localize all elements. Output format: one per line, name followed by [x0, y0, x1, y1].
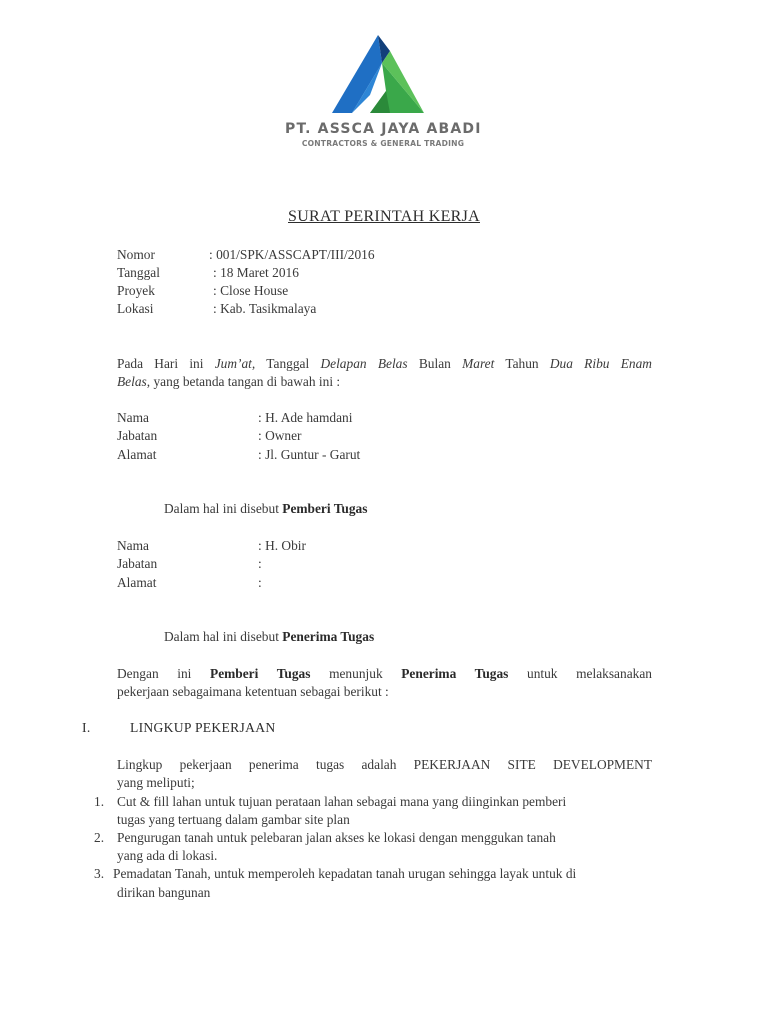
scope-item-3-line-1: Pemadatan Tanah, untuk memperoleh kepadatan tanah urugan sehingga layak untuk di [113, 866, 577, 881]
party1-label-alamat: Alamat [117, 447, 157, 462]
assignment-line-2: pekerjaan sebagaimana ketentuan sebagai berikut : [117, 684, 389, 699]
party2-label-nama: Nama [117, 538, 149, 553]
party2-value-nama: : H. Obir [258, 538, 306, 553]
field-label-nomor: Nomor [117, 247, 155, 262]
field-value-proyek: : Close House [213, 283, 289, 298]
party2-label-jabatan: Jabatan [117, 556, 158, 571]
scope-item-2-line-2: yang ada di lokasi. [117, 848, 218, 863]
field-value-nomor: : 001/SPK/ASSCAPT/III/2016 [209, 247, 375, 262]
party1-role-note: Dalam hal ini disebut Pemberi Tugas [164, 501, 368, 516]
party2-label-alamat: Alamat [117, 575, 157, 590]
company-logo [330, 33, 426, 117]
scope-intro-line-2: yang meliputi; [117, 775, 195, 790]
opening-line-2: Belas, yang betanda tangan di bawah ini : [117, 374, 341, 389]
company-name: PT. ASSCA JAYA ABADI [285, 121, 482, 137]
scope-item-3-number: 3. [94, 866, 105, 881]
field-label-proyek: Proyek [117, 283, 155, 298]
scope-item-1-number: 1. [94, 794, 105, 809]
logo-blue-facet [332, 35, 382, 113]
section-title: LINGKUP PEKERJAAN [130, 720, 276, 735]
company-tagline: CONTRACTORS & GENERAL TRADING [301, 139, 465, 148]
party1-value-alamat: : Jl. Guntur - Garut [258, 447, 361, 462]
party2-value-jabatan: : [258, 556, 262, 571]
scope-item-2-number: 2. [94, 830, 105, 845]
field-value-lokasi: : Kab. Tasikmalaya [213, 301, 317, 316]
scope-item-1-line-2: tugas yang tertuang dalam gambar site plan [117, 812, 350, 827]
party1-value-jabatan: : Owner [258, 428, 302, 443]
document-title: SURAT PERINTAH KERJA [288, 208, 480, 225]
party1-label-nama: Nama [117, 410, 149, 425]
scope-intro-line-1: Lingkup pekerjaan penerima tugas adalah PEKERJAAN SITE DEVELOPMENT [117, 757, 652, 772]
party2-role-note: Dalam hal ini disebut Penerima Tugas [164, 629, 375, 644]
scope-item-3-line-2: dirikan bangunan [117, 885, 211, 900]
party1-label-jabatan: Jabatan [117, 428, 158, 443]
party1-value-nama: : H. Ade hamdani [258, 410, 353, 425]
field-label-tanggal: Tanggal [117, 265, 160, 280]
scope-item-1-line-1: Cut & fill lahan untuk tujuan perataan lahan sebagai mana yang diinginkan pemberi [117, 794, 567, 809]
field-label-lokasi: Lokasi [117, 301, 154, 316]
section-number: I. [82, 720, 91, 735]
scope-item-2-line-1: Pengurugan tanah untuk pelebaran jalan akses ke lokasi dengan menggukan tanah [117, 830, 556, 845]
party2-value-alamat: : [258, 575, 262, 590]
assignment-line-1: Dengan ini Pemberi Tugas menunjuk Penerima Tugas untuk melaksanakan [117, 666, 652, 681]
field-value-tanggal: : 18 Maret 2016 [213, 265, 299, 280]
opening-line-1: Pada Hari ini Jum’at, Tanggal Delapan Belas Bulan Maret Tahun Dua Ribu Enam [117, 356, 652, 371]
